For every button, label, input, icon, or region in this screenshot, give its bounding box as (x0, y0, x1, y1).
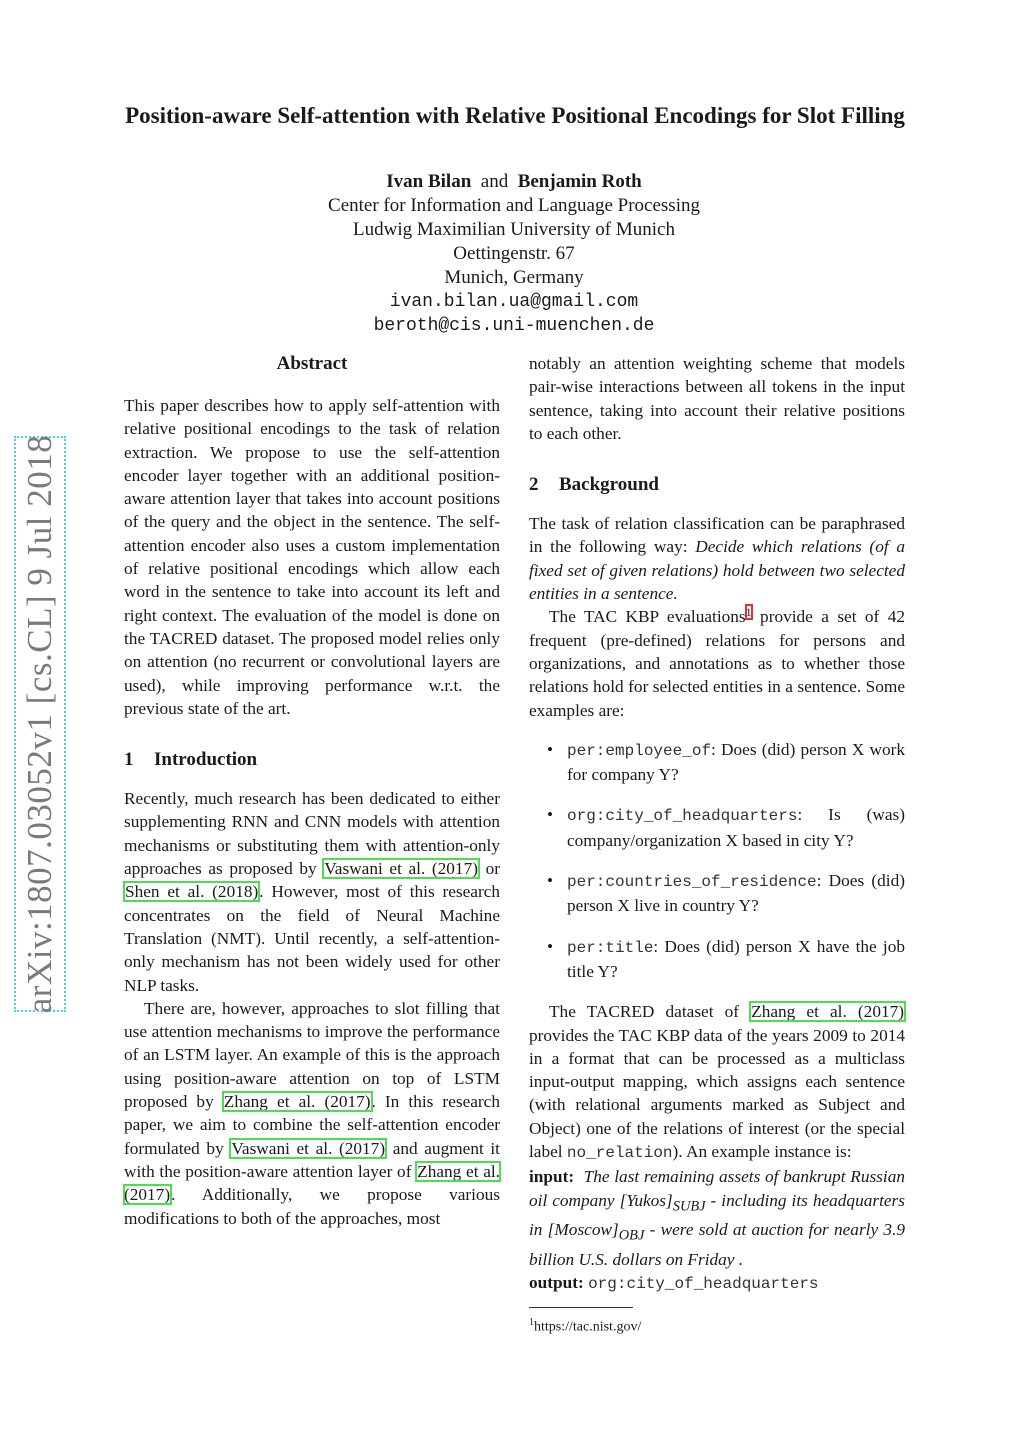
intro-heading (124, 748, 500, 772)
author-2: Benjamin Roth (517, 171, 642, 192)
relation-code: org:city_of_headquarters (567, 807, 798, 826)
arxiv-stamp (14, 436, 66, 1012)
tacred-text-a: The TACRED dataset of (549, 1002, 751, 1022)
example-input (529, 1165, 905, 1271)
right-column (529, 352, 905, 1336)
background-number: 2 (529, 474, 539, 496)
citation-shen[interactable]: Shen et al. (2018) (125, 882, 259, 902)
intro-p1-text-a: Recently, much research has been dedicated to either supplementing RNN and CNN models with attention mechanisms or substituting them with attention-only approaches as proposed by (124, 789, 500, 879)
bg-p1-text: The task of relation classification can be paraphrased in the following way: (529, 514, 905, 557)
tacred-paragraph (529, 1000, 905, 1165)
relation-examples-list (529, 738, 905, 983)
intro-p2-text-d: . Additionally, we propose various modifications to both of the approaches, most (124, 1185, 500, 1228)
intro-p2-text-a: There are, however, approaches to slot filling that use attention mechanisms to improve the performance of an LSTM layer. An example of this is the approach using position-aware attention on top of LSTM proposed by (124, 998, 500, 1112)
arxiv-stamp-text: arXiv:1807.03052v1 [cs.CL] 9 Jul 2018 (20, 434, 59, 1014)
relation-description: : Does (did) person X live in country Y? (567, 871, 905, 916)
subj-marker: SUBJ (672, 1198, 706, 1215)
bg-p1-emphasis: Decide which relations (of a fixed set of given relations) hold between two selected entities in a sentence. (529, 537, 905, 604)
relation-description: : Does (did) person X have the job title Y? (567, 936, 905, 981)
background-title: Background (559, 474, 659, 496)
list-item (529, 869, 905, 918)
input-text-c: - were sold at auction for nearly 3.9 billion U.S. dollars on Friday . (529, 1220, 905, 1270)
intro-paragraph-2 (124, 997, 500, 1230)
tacred-text-c: ). An example instance is: (672, 1142, 852, 1162)
bg-p2-text-a: The TAC KBP evaluations (549, 607, 746, 627)
output-label: output: (529, 1273, 584, 1293)
footnote-link[interactable]: 1 (745, 605, 752, 620)
citation-zhang[interactable]: Zhang et al. (2017) (124, 1161, 500, 1205)
example-output (529, 1271, 905, 1296)
intro-p1-text-b: . However, most of this research concentrates on the field of Neural Machine Translation (NMT). Until recently, a self-attention-only mechanism has not been widely used for other NLP tasks. (124, 882, 501, 995)
footnote (529, 1314, 905, 1337)
no-relation-label: no_relation (566, 1144, 673, 1163)
citation-zhang[interactable]: Zhang et al. (2017) (223, 1092, 371, 1112)
street-address: Oettingenstr. 67 (453, 243, 575, 264)
paper-title: Position-aware Self-attention with Relative Positional Encodings for Slot Filling (125, 103, 905, 128)
input-text-b: - including its headquarters in [Moscow] (529, 1190, 905, 1240)
affiliation-1: Center for Information and Language Processing (328, 195, 700, 216)
list-item (529, 803, 905, 852)
affiliation-2: Ludwig Maximilian University of Munich (353, 219, 675, 240)
output-value: org:city_of_headquarters (588, 1275, 819, 1294)
relation-description: : Is (was) company/organization X based in city Y? (567, 805, 905, 850)
intro-p2-text-b: . In this research paper, we aim to combine the self-attention encoder formulated by (124, 1092, 500, 1158)
intro-number: 1 (124, 749, 134, 771)
input-label: input: (529, 1167, 575, 1187)
relation-code: per:employee_of (567, 741, 712, 760)
intro-paragraph-1 (124, 787, 500, 997)
intro-p1-or: or (478, 859, 500, 879)
intro-title: Introduction (154, 749, 258, 771)
list-item (529, 738, 905, 787)
background-paragraph-2 (529, 605, 905, 721)
intro-p2-text-c: and augment it with the position-aware attention layer of (124, 1138, 500, 1181)
relation-code: per:title (567, 938, 654, 957)
footnote-number: 1 (529, 1316, 534, 1328)
relation-code: per:countries_of_residence (567, 873, 817, 892)
citation-vaswani[interactable]: Vaswani et al. (2017) (324, 859, 478, 879)
left-column (124, 352, 500, 1230)
email-2[interactable]: beroth@cis.uni-muenchen.de (373, 316, 655, 336)
email-1[interactable]: ivan.bilan.ua@gmail.com (389, 292, 639, 312)
input-text-a: The last remaining assets of bankrupt Russian oil company [Yukos] (529, 1167, 905, 1210)
tacred-text-b: provides the TAC KBP data of the years 2009 to 2014 in a format that can be processed as a multiclass input-output mapping, which assigns each sentence (with relational arguments marked as Subject and Object) one of the relations of interest (or the special label (529, 1025, 905, 1162)
author-and: and (480, 171, 509, 192)
citation-zhang[interactable]: Zhang et al. (2017) (751, 1002, 904, 1022)
author-1: Ivan Bilan (386, 171, 472, 192)
author-block (200, 170, 828, 338)
author-names (200, 170, 828, 194)
bg-p2-text-b: provide a set of 42 frequent (pre-defined) relations for persons and organizations, and annotations as to whether those relations hold for selected entities in a sentence. Some examples are: (529, 607, 906, 720)
citation-vaswani[interactable]: Vaswani et al. (2017) (231, 1138, 386, 1158)
obj-marker: OBJ (618, 1227, 645, 1244)
list-item (529, 935, 905, 984)
relation-description: : Does (did) person X work for company Y? (567, 739, 905, 785)
footnote-divider (529, 1307, 633, 1308)
abstract-heading: Abstract (276, 353, 348, 374)
intro-continuation: notably an attention weighting scheme that models pair-wise interactions between all tokens in the input sentence, taking into account their relative positions to each other. (529, 354, 905, 443)
abstract-text: This paper describes how to apply self-attention with relative positional encodings to the task of relation extraction. We propose to use the self-attention encoder layer together with an additional position-aware attention layer that takes into account positions of the query and the object in the sentence. The self-attention encoder also uses a custom implementation of relative positional encodings which allow each word in the sentence to take into account its left and right context. The evaluation of the model is done on the TACRED dataset. The proposed model relies only on attention (no recurrent or convolutional layers are used), while improving performance w.r.t. the previous state of the art. (124, 396, 500, 718)
background-paragraph-1 (529, 512, 905, 605)
city-address: Munich, Germany (444, 267, 584, 288)
background-heading (529, 473, 905, 497)
footnote-url[interactable]: https://tac.nist.gov/ (534, 1319, 642, 1335)
